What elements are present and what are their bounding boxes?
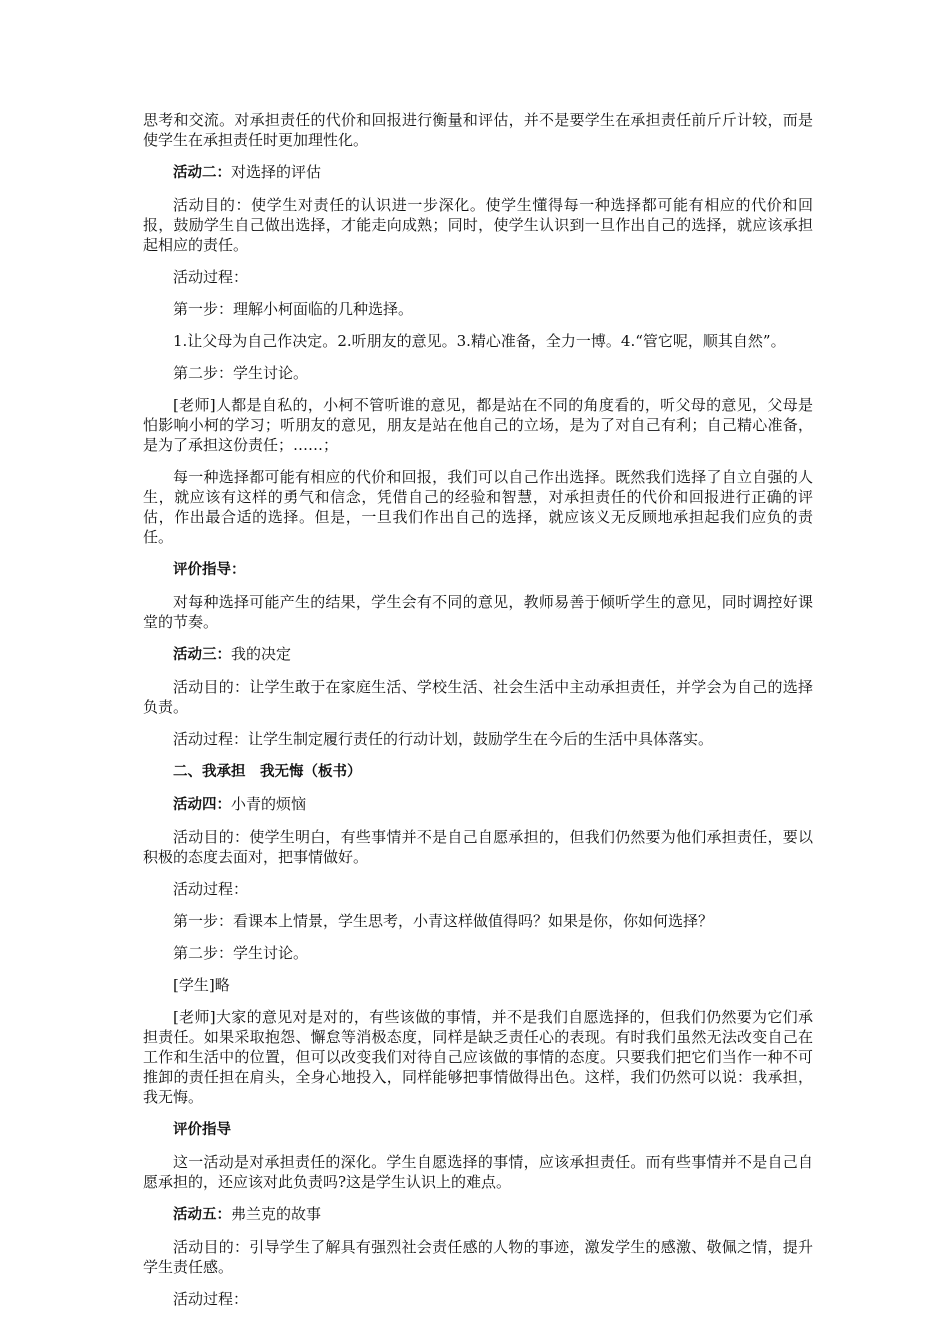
activity-label: 活动五： <box>173 1207 231 1223</box>
paragraph: 第二步：学生讨论。 <box>173 944 309 962</box>
paragraph: 第一步：看课本上情景，学生思考，小青这样做值得吗？如果是你，你如何选择？ <box>173 912 714 930</box>
activity-label: 活动四： <box>173 797 231 813</box>
heading-label: 评价指导： <box>173 562 246 578</box>
activity-title: 我的决定 <box>231 645 292 663</box>
paragraph: 活动过程： <box>173 268 249 286</box>
paragraph: 每一种选择都可能有相应的代价和回报，我们可以自己作出选择。既然我们选择了自立自强的人生，就应该有这样的勇气和信念，凭借自己的经验和智慧，对承担责任的代价和回报进行正确的评估，作出最合适的选择。但是，一旦我们作出自己的选择，就应该义无反顾地承担起我们应负的责任。 <box>143 468 813 546</box>
section-heading <box>143 761 813 782</box>
activity-title: 弗兰克的故事 <box>231 1205 322 1223</box>
heading-label: 评价指导 <box>173 1122 231 1138</box>
activity-heading <box>143 162 813 183</box>
paragraph: 思考和交流。对承担责任的代价和回报进行衡量和评估，并不是要学生在承担责任前斤斤计较，而是使学生在承担责任时更加理性化。 <box>143 111 813 149</box>
paragraph: 活动目的：使学生明白，有些事情并不是自己自愿承担的，但我们仍然要为他们承担责任，要以积极的态度去面对，把事情做好。 <box>143 828 813 866</box>
paragraph: [老师]人都是自私的，小柯不管听谁的意见，都是站在不同的角度看的，听父母的意见，父母是怕影响小柯的学习；听朋友的意见，朋友是站在他自己的立场，是为了对自己有利；自己精心准备，是为了承担这份责任；……； <box>143 396 813 454</box>
paragraph: 1.让父母为自己作决定。2.听朋友的意见。3.精心准备，全力一博。4.“管它呢，顺其自然”。 <box>173 332 786 350</box>
section-heading <box>143 1119 813 1140</box>
activity-heading <box>143 794 813 815</box>
paragraph: 第二步：学生讨论。 <box>173 364 309 382</box>
paragraph: 活动目的：引导学生了解具有强烈社会责任感的人物的事迹，激发学生的感激、敬佩之情，提升学生责任感。 <box>143 1238 813 1276</box>
activity-label: 活动二： <box>173 165 231 181</box>
paragraph: 对每种选择可能产生的结果，学生会有不同的意见，教师易善于倾听学生的意见，同时调控好课堂的节奏。 <box>143 593 813 631</box>
activity-heading <box>143 644 813 665</box>
paragraph: 活动过程： <box>173 880 249 898</box>
paragraph: 活动目的：使学生对责任的认识进一步深化。使学生懂得每一种选择都可能有相应的代价和回报，鼓励学生自己做出选择，才能走向成熟；同时，使学生认识到一旦作出自己的选择，就应该承担起相应的责任。 <box>143 196 813 254</box>
activity-label: 活动三： <box>173 647 231 663</box>
paragraph: 活动过程：让学生制定履行责任的行动计划，鼓励学生在今后的生活中具体落实。 <box>173 730 714 748</box>
paragraph: 活动过程： <box>173 1290 249 1308</box>
activity-title: 对选择的评估 <box>231 163 322 181</box>
document-body <box>143 110 813 1321</box>
activity-heading <box>143 1204 813 1225</box>
paragraph: 第一步：理解小柯面临的几种选择。 <box>173 300 414 318</box>
paragraph: 这一活动是对承担责任的深化。学生自愿选择的事情，应该承担责任。而有些事情并不是自己自愿承担的，还应该对此负责吗?这是学生认识上的难点。 <box>143 1153 813 1191</box>
paragraph: [老师]大家的意见对是对的，有些该做的事情，并不是我们自愿选择的，但我们仍然要为它们承担责任。如果采取抱怨、懈怠等消极态度，同样是缺乏责任心的表现。有时我们虽然无法改变自己在工作和生活中的位置，但可以改变我们对待自己应该做的事情的态度。只要我们把它们当作一种不可推卸的责任担在肩头，全身心地投入，同样能够把事情做得出色。这样，我们仍然可以说：我承担，我无悔。 <box>143 1008 813 1106</box>
paragraph: [学生]略 <box>173 976 230 994</box>
heading-label: 二、我承担 我无悔（板书） <box>173 764 362 780</box>
activity-title: 小青的烦恼 <box>231 795 307 813</box>
section-heading <box>143 559 813 580</box>
paragraph: 活动目的：让学生敢于在家庭生活、学校生活、社会生活中主动承担责任，并学会为自己的选择负责。 <box>143 678 813 716</box>
